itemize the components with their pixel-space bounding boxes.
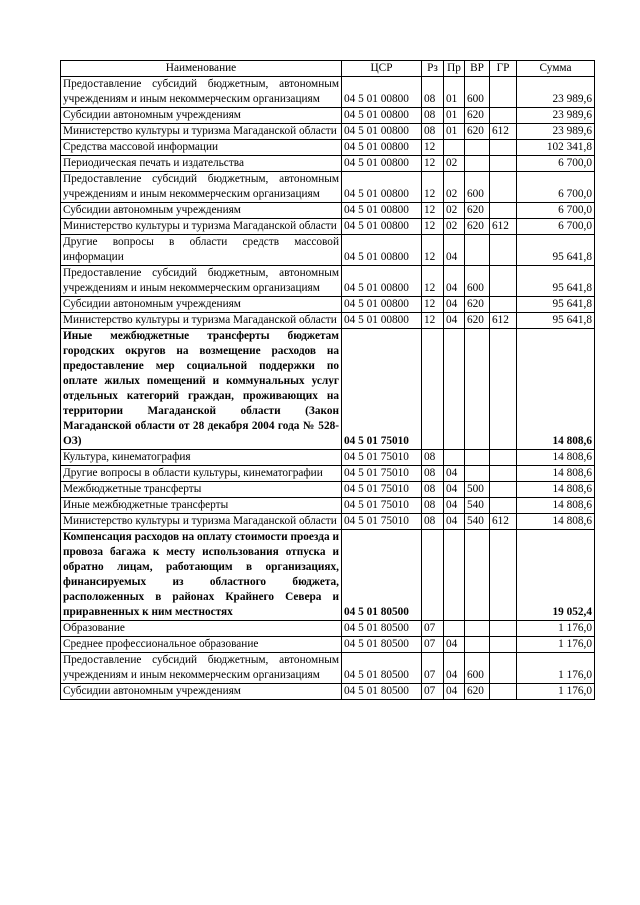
table-row (61, 77, 595, 108)
cell-vr: 620 (465, 203, 490, 219)
cell-csr: 04 5 01 00800 (342, 235, 422, 266)
cell-gr (490, 108, 517, 124)
cell-csr: 04 5 01 00800 (342, 156, 422, 172)
cell-pr: 04 (444, 266, 465, 297)
table-row (61, 156, 595, 172)
cell-csr: 04 5 01 80500 (342, 621, 422, 637)
cell-sum: 95 641,8 (517, 297, 595, 313)
cell-gr: 612 (490, 313, 517, 329)
cell-csr: 04 5 01 75010 (342, 466, 422, 482)
cell-name: Образование (61, 621, 342, 637)
table-row (61, 482, 595, 498)
cell-pr: 04 (444, 684, 465, 700)
cell-csr: 04 5 01 75010 (342, 329, 422, 450)
table-row (61, 653, 595, 684)
table-row (61, 266, 595, 297)
cell-pr (444, 450, 465, 466)
cell-gr (490, 156, 517, 172)
cell-vr: 620 (465, 124, 490, 140)
table-row (61, 466, 595, 482)
cell-gr (490, 466, 517, 482)
cell-sum: 6 700,0 (517, 172, 595, 203)
cell-pr (444, 621, 465, 637)
cell-rz: 08 (422, 482, 444, 498)
cell-name: Субсидии автономным учреждениям (61, 203, 342, 219)
cell-csr: 04 5 01 00800 (342, 77, 422, 108)
cell-pr: 01 (444, 124, 465, 140)
cell-gr (490, 450, 517, 466)
cell-gr (490, 266, 517, 297)
cell-csr: 04 5 01 00800 (342, 124, 422, 140)
cell-rz: 07 (422, 637, 444, 653)
cell-gr (490, 684, 517, 700)
cell-gr (490, 482, 517, 498)
cell-pr: 02 (444, 172, 465, 203)
cell-rz: 12 (422, 219, 444, 235)
cell-sum: 1 176,0 (517, 621, 595, 637)
cell-gr (490, 621, 517, 637)
cell-name: Министерство культуры и туризма Магаданской области (61, 514, 342, 530)
cell-sum: 14 808,6 (517, 514, 595, 530)
cell-vr (465, 637, 490, 653)
cell-vr: 620 (465, 219, 490, 235)
cell-pr: 04 (444, 235, 465, 266)
cell-gr (490, 297, 517, 313)
cell-name: Периодическая печать и издательства (61, 156, 342, 172)
cell-pr: 04 (444, 653, 465, 684)
table-row (61, 313, 595, 329)
cell-vr: 540 (465, 498, 490, 514)
cell-name: Иные межбюджетные трансферты бюджетам городских округов на возмещение расходов на предоставление мер социальной поддержки по оплате жилых помещений и коммунальных услуг отдельных категорий граждан, проживающих на территории Магаданской области (Закон Магаданской области от 28 декабря 2004 года № 528-ОЗ) (61, 329, 342, 450)
cell-csr: 04 5 01 80500 (342, 684, 422, 700)
table-row (61, 329, 595, 450)
cell-sum: 14 808,6 (517, 498, 595, 514)
cell-gr (490, 498, 517, 514)
cell-csr: 04 5 01 00800 (342, 266, 422, 297)
cell-rz: 07 (422, 684, 444, 700)
cell-gr: 612 (490, 124, 517, 140)
cell-csr: 04 5 01 00800 (342, 172, 422, 203)
cell-sum: 95 641,8 (517, 313, 595, 329)
cell-rz: 12 (422, 297, 444, 313)
cell-pr: 04 (444, 498, 465, 514)
cell-name: Министерство культуры и туризма Магаданской области (61, 124, 342, 140)
cell-rz: 12 (422, 156, 444, 172)
table-body (61, 77, 595, 700)
cell-csr: 04 5 01 80500 (342, 530, 422, 621)
cell-pr: 04 (444, 313, 465, 329)
cell-rz: 12 (422, 266, 444, 297)
table-row (61, 637, 595, 653)
cell-name: Предоставление субсидий бюджетным, автономным учреждениям и иным некоммерческим организациям (61, 172, 342, 203)
cell-vr: 600 (465, 266, 490, 297)
cell-pr: 04 (444, 637, 465, 653)
cell-gr (490, 637, 517, 653)
cell-vr: 600 (465, 653, 490, 684)
cell-vr (465, 530, 490, 621)
table-row (61, 140, 595, 156)
table-row (61, 684, 595, 700)
cell-rz: 08 (422, 450, 444, 466)
cell-pr: 04 (444, 514, 465, 530)
table-row (61, 498, 595, 514)
cell-pr: 04 (444, 297, 465, 313)
cell-vr: 620 (465, 108, 490, 124)
cell-csr: 04 5 01 00800 (342, 140, 422, 156)
cell-name: Предоставление субсидий бюджетным, автономным учреждениям и иным некоммерческим организациям (61, 77, 342, 108)
table-header-row (61, 61, 595, 77)
cell-name: Другие вопросы в области средств массовой информации (61, 235, 342, 266)
cell-vr (465, 140, 490, 156)
cell-gr: 612 (490, 514, 517, 530)
cell-name: Субсидии автономным учреждениям (61, 108, 342, 124)
cell-vr (465, 621, 490, 637)
cell-sum: 14 808,6 (517, 329, 595, 450)
cell-name: Компенсация расходов на оплату стоимости проезда и провоза багажа к месту использования отпуска и обратно лицам, работающим в организациях, финансируемых из областного бюджета, расположенных в районах Крайнего Севера и приравненных к ним местностях (61, 530, 342, 621)
cell-name: Культура, кинематография (61, 450, 342, 466)
cell-csr: 04 5 01 75010 (342, 482, 422, 498)
cell-rz: 08 (422, 108, 444, 124)
cell-sum: 95 641,8 (517, 266, 595, 297)
header-csr: ЦСР (342, 61, 422, 77)
cell-csr: 04 5 01 75010 (342, 450, 422, 466)
cell-gr (490, 140, 517, 156)
cell-gr (490, 203, 517, 219)
cell-name: Предоставление субсидий бюджетным, автономным учреждениям и иным некоммерческим организациям (61, 653, 342, 684)
cell-name: Другие вопросы в области культуры, кинематографии (61, 466, 342, 482)
budget-table (60, 60, 595, 700)
cell-pr: 01 (444, 77, 465, 108)
cell-vr: 600 (465, 77, 490, 108)
table-row (61, 172, 595, 203)
cell-sum: 1 176,0 (517, 637, 595, 653)
cell-sum: 1 176,0 (517, 653, 595, 684)
cell-pr (444, 329, 465, 450)
header-rz: Рз (422, 61, 444, 77)
cell-gr: 612 (490, 219, 517, 235)
cell-pr: 04 (444, 466, 465, 482)
cell-rz: 12 (422, 140, 444, 156)
cell-gr (490, 653, 517, 684)
table-row (61, 124, 595, 140)
cell-vr (465, 235, 490, 266)
cell-sum: 19 052,4 (517, 530, 595, 621)
cell-vr: 620 (465, 297, 490, 313)
table-row (61, 203, 595, 219)
cell-pr (444, 140, 465, 156)
cell-name: Министерство культуры и туризма Магаданской области (61, 313, 342, 329)
cell-gr (490, 530, 517, 621)
cell-sum: 6 700,0 (517, 219, 595, 235)
cell-rz: 07 (422, 653, 444, 684)
cell-rz: 12 (422, 235, 444, 266)
cell-pr: 02 (444, 203, 465, 219)
cell-csr: 04 5 01 00800 (342, 297, 422, 313)
cell-csr: 04 5 01 00800 (342, 313, 422, 329)
cell-name: Межбюджетные трансферты (61, 482, 342, 498)
header-vr: ВР (465, 61, 490, 77)
cell-sum: 95 641,8 (517, 235, 595, 266)
cell-vr (465, 156, 490, 172)
table-row (61, 108, 595, 124)
cell-sum: 6 700,0 (517, 156, 595, 172)
table-row (61, 450, 595, 466)
cell-pr: 01 (444, 108, 465, 124)
cell-rz: 08 (422, 77, 444, 108)
cell-sum: 14 808,6 (517, 482, 595, 498)
cell-sum: 14 808,6 (517, 450, 595, 466)
table-row (61, 297, 595, 313)
cell-csr: 04 5 01 80500 (342, 653, 422, 684)
cell-rz: 12 (422, 313, 444, 329)
cell-csr: 04 5 01 00800 (342, 203, 422, 219)
cell-pr: 04 (444, 482, 465, 498)
cell-sum: 14 808,6 (517, 466, 595, 482)
cell-sum: 23 989,6 (517, 108, 595, 124)
cell-csr: 04 5 01 75010 (342, 498, 422, 514)
cell-name: Иные межбюджетные трансферты (61, 498, 342, 514)
cell-gr (490, 77, 517, 108)
cell-name: Министерство культуры и туризма Магаданской области (61, 219, 342, 235)
cell-vr (465, 466, 490, 482)
cell-rz: 08 (422, 466, 444, 482)
cell-gr (490, 235, 517, 266)
cell-vr (465, 450, 490, 466)
cell-gr (490, 172, 517, 203)
cell-csr: 04 5 01 00800 (342, 108, 422, 124)
header-gr: ГР (490, 61, 517, 77)
cell-sum: 6 700,0 (517, 203, 595, 219)
table-row (61, 235, 595, 266)
table-row (61, 219, 595, 235)
cell-vr: 620 (465, 684, 490, 700)
cell-rz: 12 (422, 203, 444, 219)
cell-csr: 04 5 01 80500 (342, 637, 422, 653)
cell-rz: 08 (422, 124, 444, 140)
cell-rz: 08 (422, 514, 444, 530)
cell-vr: 620 (465, 313, 490, 329)
cell-csr: 04 5 01 00800 (342, 219, 422, 235)
header-name: Наименование (61, 61, 342, 77)
cell-sum: 1 176,0 (517, 684, 595, 700)
cell-name: Субсидии автономным учреждениям (61, 297, 342, 313)
cell-rz: 12 (422, 172, 444, 203)
header-pr: Пр (444, 61, 465, 77)
table-row (61, 621, 595, 637)
cell-csr: 04 5 01 75010 (342, 514, 422, 530)
cell-pr: 02 (444, 219, 465, 235)
cell-name: Среднее профессиональное образование (61, 637, 342, 653)
cell-vr: 600 (465, 172, 490, 203)
cell-sum: 23 989,6 (517, 77, 595, 108)
header-sum: Сумма (517, 61, 595, 77)
cell-rz (422, 329, 444, 450)
cell-rz (422, 530, 444, 621)
cell-rz: 08 (422, 498, 444, 514)
cell-name: Средства массовой информации (61, 140, 342, 156)
cell-vr: 540 (465, 514, 490, 530)
cell-pr (444, 530, 465, 621)
cell-gr (490, 329, 517, 450)
cell-sum: 23 989,6 (517, 124, 595, 140)
cell-name: Субсидии автономным учреждениям (61, 684, 342, 700)
cell-rz: 07 (422, 621, 444, 637)
cell-name: Предоставление субсидий бюджетным, автономным учреждениям и иным некоммерческим организациям (61, 266, 342, 297)
cell-vr: 500 (465, 482, 490, 498)
table-row (61, 530, 595, 621)
cell-sum: 102 341,8 (517, 140, 595, 156)
cell-vr (465, 329, 490, 450)
table-row (61, 514, 595, 530)
cell-pr: 02 (444, 156, 465, 172)
